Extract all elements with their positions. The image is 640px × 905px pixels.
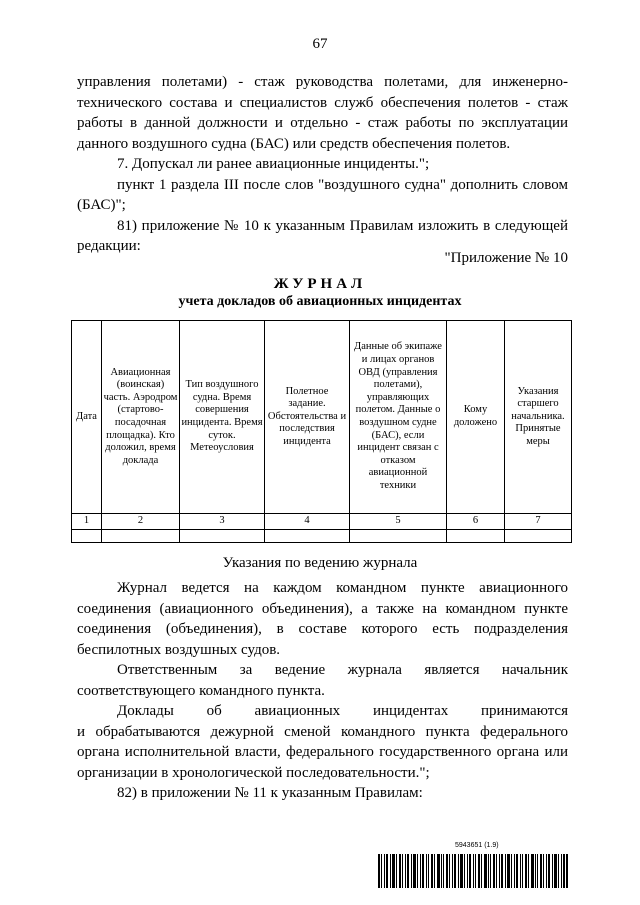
text-line: органа исполнительной власти, федерального государственного органа или xyxy=(77,744,568,760)
table-empty-row xyxy=(72,529,572,542)
column-number: 6 xyxy=(447,514,505,530)
table-header-cell: Данные об экипаже и лицах органов ОВД (управления полетами), управляющих полетом. Данные о воздушном судне (БАС), если инцидент связан с отказом авиационной техники xyxy=(350,321,447,514)
column-number: 3 xyxy=(180,514,265,530)
empty-cell xyxy=(72,529,102,542)
item-81-line: редакции: xyxy=(77,238,141,254)
point-1-line: пункт 1 раздела III после слов "воздушного судна" дополнить словом xyxy=(117,176,568,193)
text-line: соединения (объединения), в составе которого есть подразделения xyxy=(77,621,568,637)
text-line: организации в хронологической последовательности."; xyxy=(77,764,430,781)
text-line: Доклады об авиационных инцидентах принимаются xyxy=(117,703,568,719)
top-paragraph xyxy=(77,72,568,257)
empty-cell xyxy=(265,529,350,542)
empty-cell xyxy=(102,529,180,542)
empty-cell xyxy=(505,529,572,542)
text-line: и обрабатываются дежурной сменой командного пункта федерального xyxy=(77,723,568,740)
text-line: беспилотных воздушных судов. xyxy=(77,641,281,658)
column-number: 4 xyxy=(265,514,350,530)
table-header-cell: Авиационная (воинская) часть. Аэродром (стартово-посадочная площадка). Кто доложил, время доклада xyxy=(102,321,180,514)
table-header-cell: Кому доложено xyxy=(447,321,505,514)
column-number: 2 xyxy=(102,514,180,530)
instructions-body xyxy=(77,578,568,804)
text-line: работы в данной должности и отдельно - стаж работы по эксплуатации xyxy=(77,115,568,131)
text-line: данного воздушного судна (БАС) или средств обеспечения полетов. xyxy=(77,135,511,152)
column-number: 5 xyxy=(350,514,447,530)
empty-cell xyxy=(180,529,265,542)
table-number-row xyxy=(72,514,572,530)
page-number: 67 xyxy=(312,36,328,52)
text-line: соответствующего командного пункта. xyxy=(77,682,325,699)
table-header-cell: Тип воздушного судна. Время совершения инцидента. Время суток. Метеоусловия xyxy=(180,321,265,514)
appendix-label: "Приложение № 10 xyxy=(444,250,568,266)
point-1-line: (БАС)"; xyxy=(77,197,126,213)
empty-cell xyxy=(350,529,447,542)
barcode-icon xyxy=(378,854,568,888)
instructions-title: Указания по ведению журнала xyxy=(222,555,418,571)
table-header-row xyxy=(72,321,572,514)
journal-title: ЖУРНАЛ xyxy=(273,276,367,292)
journal-subtitle: учета докладов об авиационных инцидентах xyxy=(178,294,462,309)
text-line: соединения (авиационного объединения), а также на командном пункте xyxy=(77,600,568,617)
table-header-cell: Полетное задание. Обстоятельства и последствия инцидента xyxy=(265,321,350,514)
text-line: Журнал ведется на каждом командном пункте авиационного xyxy=(117,580,568,596)
text-line: технического состава и специалистов служб обеспечения полетов - стаж xyxy=(77,94,568,111)
document-id: 5943651 (1.9) xyxy=(455,842,499,849)
table-header-cell: Дата xyxy=(72,321,102,514)
item-7: 7. Допускал ли ранее авиационные инциденты."; xyxy=(117,156,430,172)
table-header-cell: Указания старшего начальника. Принятые меры xyxy=(505,321,572,514)
text-line: Ответственным за ведение журнала является начальник xyxy=(117,662,568,678)
item-81-line: 81) приложение № 10 к указанным Правилам изложить в следующей xyxy=(117,217,568,234)
item-82: 82) в приложении № 11 к указанным Правилам: xyxy=(117,785,423,801)
journal-table xyxy=(71,320,572,543)
empty-cell xyxy=(447,529,505,542)
text-line: управления полетами) - стаж руководства полетами, для инженерно- xyxy=(77,74,568,90)
column-number: 7 xyxy=(505,514,572,530)
column-number: 1 xyxy=(72,514,102,530)
